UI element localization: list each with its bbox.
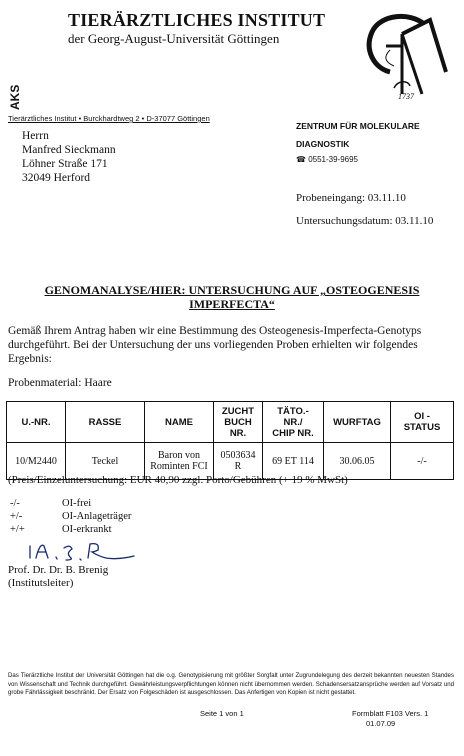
page-number: Seite 1 von 1 — [200, 709, 244, 718]
svg-text:AKS: AKS — [8, 84, 22, 110]
legend-symbol: -/- — [10, 498, 20, 509]
phone-line — [296, 155, 358, 164]
university-seal-logo — [350, 10, 456, 102]
header-text: CHIP NR. — [272, 427, 314, 439]
center-name-line2: DIAGNOSTIK — [296, 139, 350, 149]
result-table — [6, 401, 454, 480]
cell-text: Baron von — [158, 450, 200, 461]
legend-symbol: +/+ — [10, 524, 25, 535]
aks-accreditation-logo — [8, 66, 68, 112]
header-text: ZUCHT — [221, 405, 255, 417]
recipient-line: Löhner Straße 171 — [22, 158, 108, 170]
legend-text: OI-Anlageträger — [62, 511, 132, 522]
header-text: BUCH — [224, 416, 252, 428]
legend-symbol: +/- — [10, 511, 23, 522]
recipient-line: Herrn — [22, 130, 49, 142]
signer-role: (Institutsleiter) — [8, 577, 74, 589]
sender-address-line: Tierärztliches Institut • Burckhardtweg 2 • D-37077 Göttingen — [8, 114, 210, 123]
legend-text: OI-frei — [62, 498, 92, 509]
form-id: Formblatt F103 Vers. 1 — [352, 709, 429, 718]
cell-wurftag: 30.06.05 — [324, 443, 391, 480]
handwritten-signature — [26, 536, 138, 566]
header-text: OI - — [414, 411, 430, 422]
cell-chip: 69 ET 114 — [263, 443, 324, 480]
table-header-row — [7, 402, 454, 443]
legend-text: OI-erkrankt — [62, 524, 112, 535]
col-header-chip — [263, 402, 324, 443]
center-name-line1: ZENTRUM FÜR MOLEKULARE — [296, 121, 420, 131]
header-text: STATUS — [403, 422, 441, 433]
sample-material: Probenmaterial: Haare — [8, 377, 112, 389]
col-header-zuchtbuch — [214, 402, 263, 443]
form-date: 01.07.09 — [366, 719, 396, 728]
phone-icon: ☎ — [296, 155, 309, 164]
intro-paragraph: Gemäß Ihrem Antrag haben wir eine Bestimmung des Osteogenesis-Imperfecta-Genotyps durchgeführt. Bei der Untersuchung der uns vorliegenden Proben erhielten wir folgendes Ergebnis: — [8, 325, 422, 365]
subject-heading-line2: IMPERFECTA“ — [189, 297, 275, 311]
cell-nr: 10/M2440 — [7, 443, 66, 480]
col-header-rasse: RASSE — [66, 402, 145, 443]
header-text: NR. — [229, 427, 247, 439]
col-header-nr: U.-NR. — [7, 402, 66, 443]
receipt-date: Probeneingang: 03.11.10 — [296, 192, 406, 204]
col-header-wurftag: WURFTAG — [324, 402, 391, 443]
phone-number: 0551-39-9695 — [308, 155, 359, 164]
exam-date: Untersuchungsdatum: 03.11.10 — [296, 215, 434, 227]
legal-disclaimer: Das Tierärztliche Institut der Universität Göttingen hat die o.g. Genotypisierung mit größter Sorgfalt unter Zugrundelegung des derzeit bekannten neuesten Standes von Wissenschaft und Technik durchgeführt. Gewährleistungsverpflichtungen können nicht übernommen werden. Schadensersatzansprüche werden auf Vorsatz und grobe Fährlässigkeit beschränkt. Der Ersatz von Folgeschäden ist ausgeschlossen. Das Anfertigen von Kopien ist nicht gestattet. — [8, 672, 454, 697]
institute-subtitle: der Georg-August-Universität Göttingen — [68, 31, 280, 46]
recipient-line: 32049 Herford — [22, 172, 91, 184]
signer-name: Prof. Dr. Dr. B. Brenig — [8, 564, 109, 576]
logo-year: 1737 — [398, 92, 414, 101]
cell-text: 0503634 — [220, 450, 256, 461]
institute-title: TIERÄRZTLICHES INSTITUT — [68, 10, 326, 30]
cell-text: R — [234, 461, 242, 472]
header-text: TÄTO.- — [277, 405, 309, 417]
price-note: (Preis/Einzeluntersuchung: EUR 40,90 zzgl. Porto/Gebühren (+ 19 % MwSt) — [8, 474, 348, 486]
cell-status: -/- — [391, 443, 454, 480]
subject-heading-line1: GENOMANALYSE/HIER: UNTERSUCHUNG AUF „OSTEOGENESIS — [44, 283, 420, 297]
col-header-name: NAME — [145, 402, 214, 443]
header-text: NR./ — [283, 416, 303, 428]
recipient-line: Manfred Sieckmann — [22, 144, 116, 156]
cell-text: Rominten FCI — [150, 461, 208, 472]
aks-logo-mark — [8, 66, 22, 112]
cell-rasse: Teckel — [66, 443, 145, 480]
col-header-status — [391, 402, 454, 443]
